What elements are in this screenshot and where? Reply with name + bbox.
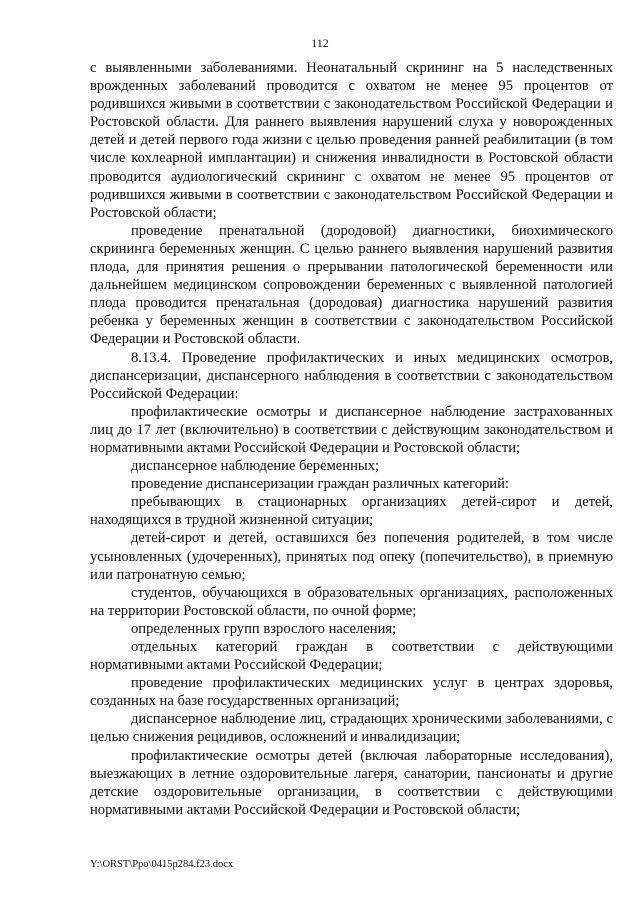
list-item: студентов, обучающихся в образовательных организациях, расположенных на территории Ростовской области, по очной форме;: [90, 584, 613, 619]
list-item: проведение профилактических медицинских услуг в центрах здоровья, созданных на базе государственных организаций;: [90, 675, 613, 710]
file-path-footer: Y:\ORST\Ppo\0415p284.f23.docx: [90, 859, 234, 870]
paragraph: с выявленными заболеваниями. Неонатальный скрининг на 5 наследственных врожденных заболеваний проводится с охватом не менее 95 процентов от родившихся живыми в соответствии с законодательством Российской Федерации и Ростовской области. Для раннего выявления нарушений слуха у новорожденных детей и детей первого года жизни с целью проведения ранней реабилитации (в том числе кохлеарной имплантации) и снижения инвалидности в Ростовской области проводится аудиологический скрининг с охватом не менее 95 процентов от родившихся живыми в соответствии с законодательством Российской Федерации и Ростовской области;: [90, 60, 613, 221]
list-item: пребывающих в стационарных организациях детей-сирот и детей, находящихся в трудной жизненной ситуации;: [90, 494, 613, 529]
list-item: отдельных категорий граждан в соответствии с действующими нормативными актами Российской Федерации;: [90, 639, 613, 674]
list-item: профилактические осмотры детей (включая лабораторные исследования), выезжающих в летние оздоровительные лагеря, санатории, пансионаты и другие детские оздоровительные организации, в соответствии с действующими нормативными актами Российской Федерации и Ростовской области;: [90, 747, 613, 818]
document-body: [90, 59, 613, 819]
list-item: детей-сирот и детей, оставшихся без попечения родителей, в том числе усыновленных (удочеренных), принятых под опеку (попечительство), в приемную или патронатную семью;: [90, 530, 613, 583]
paragraph: проведение пренатальной (дородовой) диагностики, биохимического скрининга беременных женщин. С целью раннего выявления нарушений развития плода, для принятия решения о прерывании патологической беременности или дальнейшем медицинском сопровождении беременных с выявленной патологией плода проводится пренатальная (дородовая) диагностика нарушений развития ребенка у беременных женщин в соответствии с законодательством Российской Федерации и Ростовской области.: [90, 222, 613, 348]
page-number: 112: [311, 36, 329, 50]
list-item: диспансерное наблюдение беременных;: [131, 458, 380, 475]
section-heading-8-13-4: 8.13.4. Проведение профилактических и иных медицинских осмотров, диспансеризации, диспансерного наблюдения в соответствии с законодательством Российской Федерации:: [90, 349, 613, 402]
list-item: профилактические осмотры и диспансерное наблюдение застрахованных лиц до 17 лет (включительно) в соответствии с действующим законодательством и нормативными актами Российской Федерации и Ростовской области;: [90, 403, 613, 456]
list-item: определенных групп взрослого населения;: [131, 620, 397, 637]
list-item: проведение диспансеризации граждан различных категорий:: [131, 476, 509, 493]
list-item: диспансерное наблюдение лиц, страдающих хроническими заболеваниями, с целью снижения рецидивов, осложнений и инвалидизации;: [90, 711, 613, 746]
